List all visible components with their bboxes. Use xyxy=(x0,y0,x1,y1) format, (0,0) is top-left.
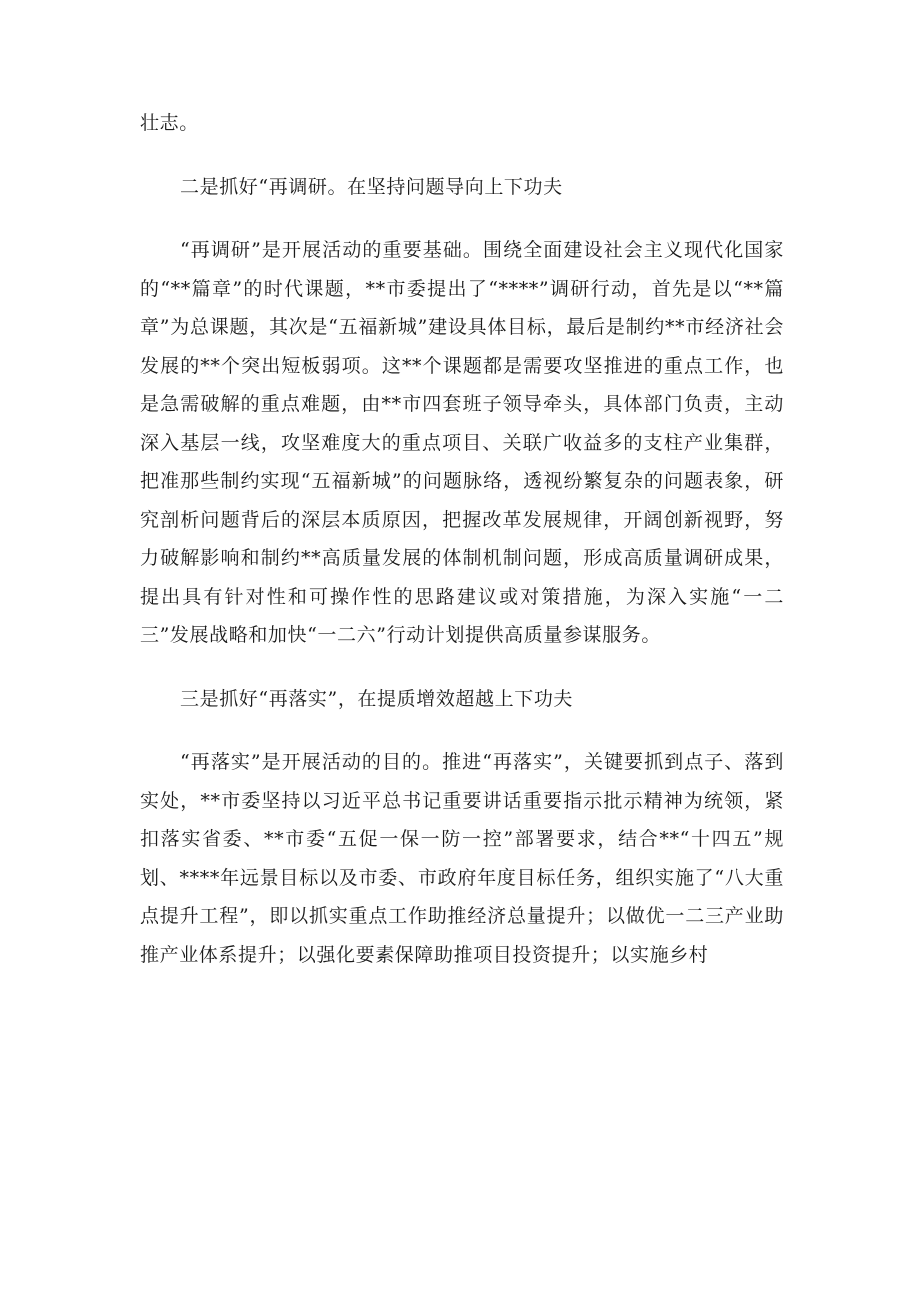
section-two-body: “再调研”是开展活动的重要基础。围绕全面建设社会主义现代化国家的“**篇章”的时代课题，**市委提出了“****”调研行动，首先是以“**篇章”为总课题，其次是“五福新城”建设具体目标，最后是制约**市经济社会发展的**个突出短板弱项。这**个课题都是需要攻坚推进的重点工作，也是急需破解的重点难题，由**市四套班子领导牵头，具体部门负责，主动深入基层一线，攻坚难度大的重点项目、关联广收益多的支柱产业集群，把准那些制约实现“五福新城”的问题脉络，透视纷繁复杂的问题表象，研究剖析问题背后的深层本质原因，把握改革发展规律，开阔创新视野，努力破解影响和制约**高质量发展的体制机制问题，形成高质量调研成果，提出具有针对性和可操作性的思路建议或对策措施，为深入实施“一二三”发展战略和加快“一二六”行动计划提供高质量参谋服务。 xyxy=(140,239,784,646)
section-three-heading: 三是抓好“再落实”，在提质增效超越上下功夫 xyxy=(180,687,574,710)
opening-fragment: 壮志。 xyxy=(140,112,199,134)
section-three-body: “再落实”是开展活动的目的。推进“再落实”，关键要抓到点子、落到实处，**市委坚持以习近平总书记重要讲话重要指示批示精神为统领，紧扣落实省委、**市委“五促一保一防一控”部署要求，结合**“十四五”规划、****年远景目标以及市委、市政府年度目标任务，组织实施了“八大重点提升工程”，即以抓实重点工作助推经济总量提升；以做优一二三产业助推产业体系提升；以强化要素保障助推项目投资提升；以实施乡村 xyxy=(140,751,784,966)
document-page xyxy=(140,104,784,974)
section-two-heading: 二是抓好“再调研。在坚持问题导向上下功夫 xyxy=(180,175,563,198)
